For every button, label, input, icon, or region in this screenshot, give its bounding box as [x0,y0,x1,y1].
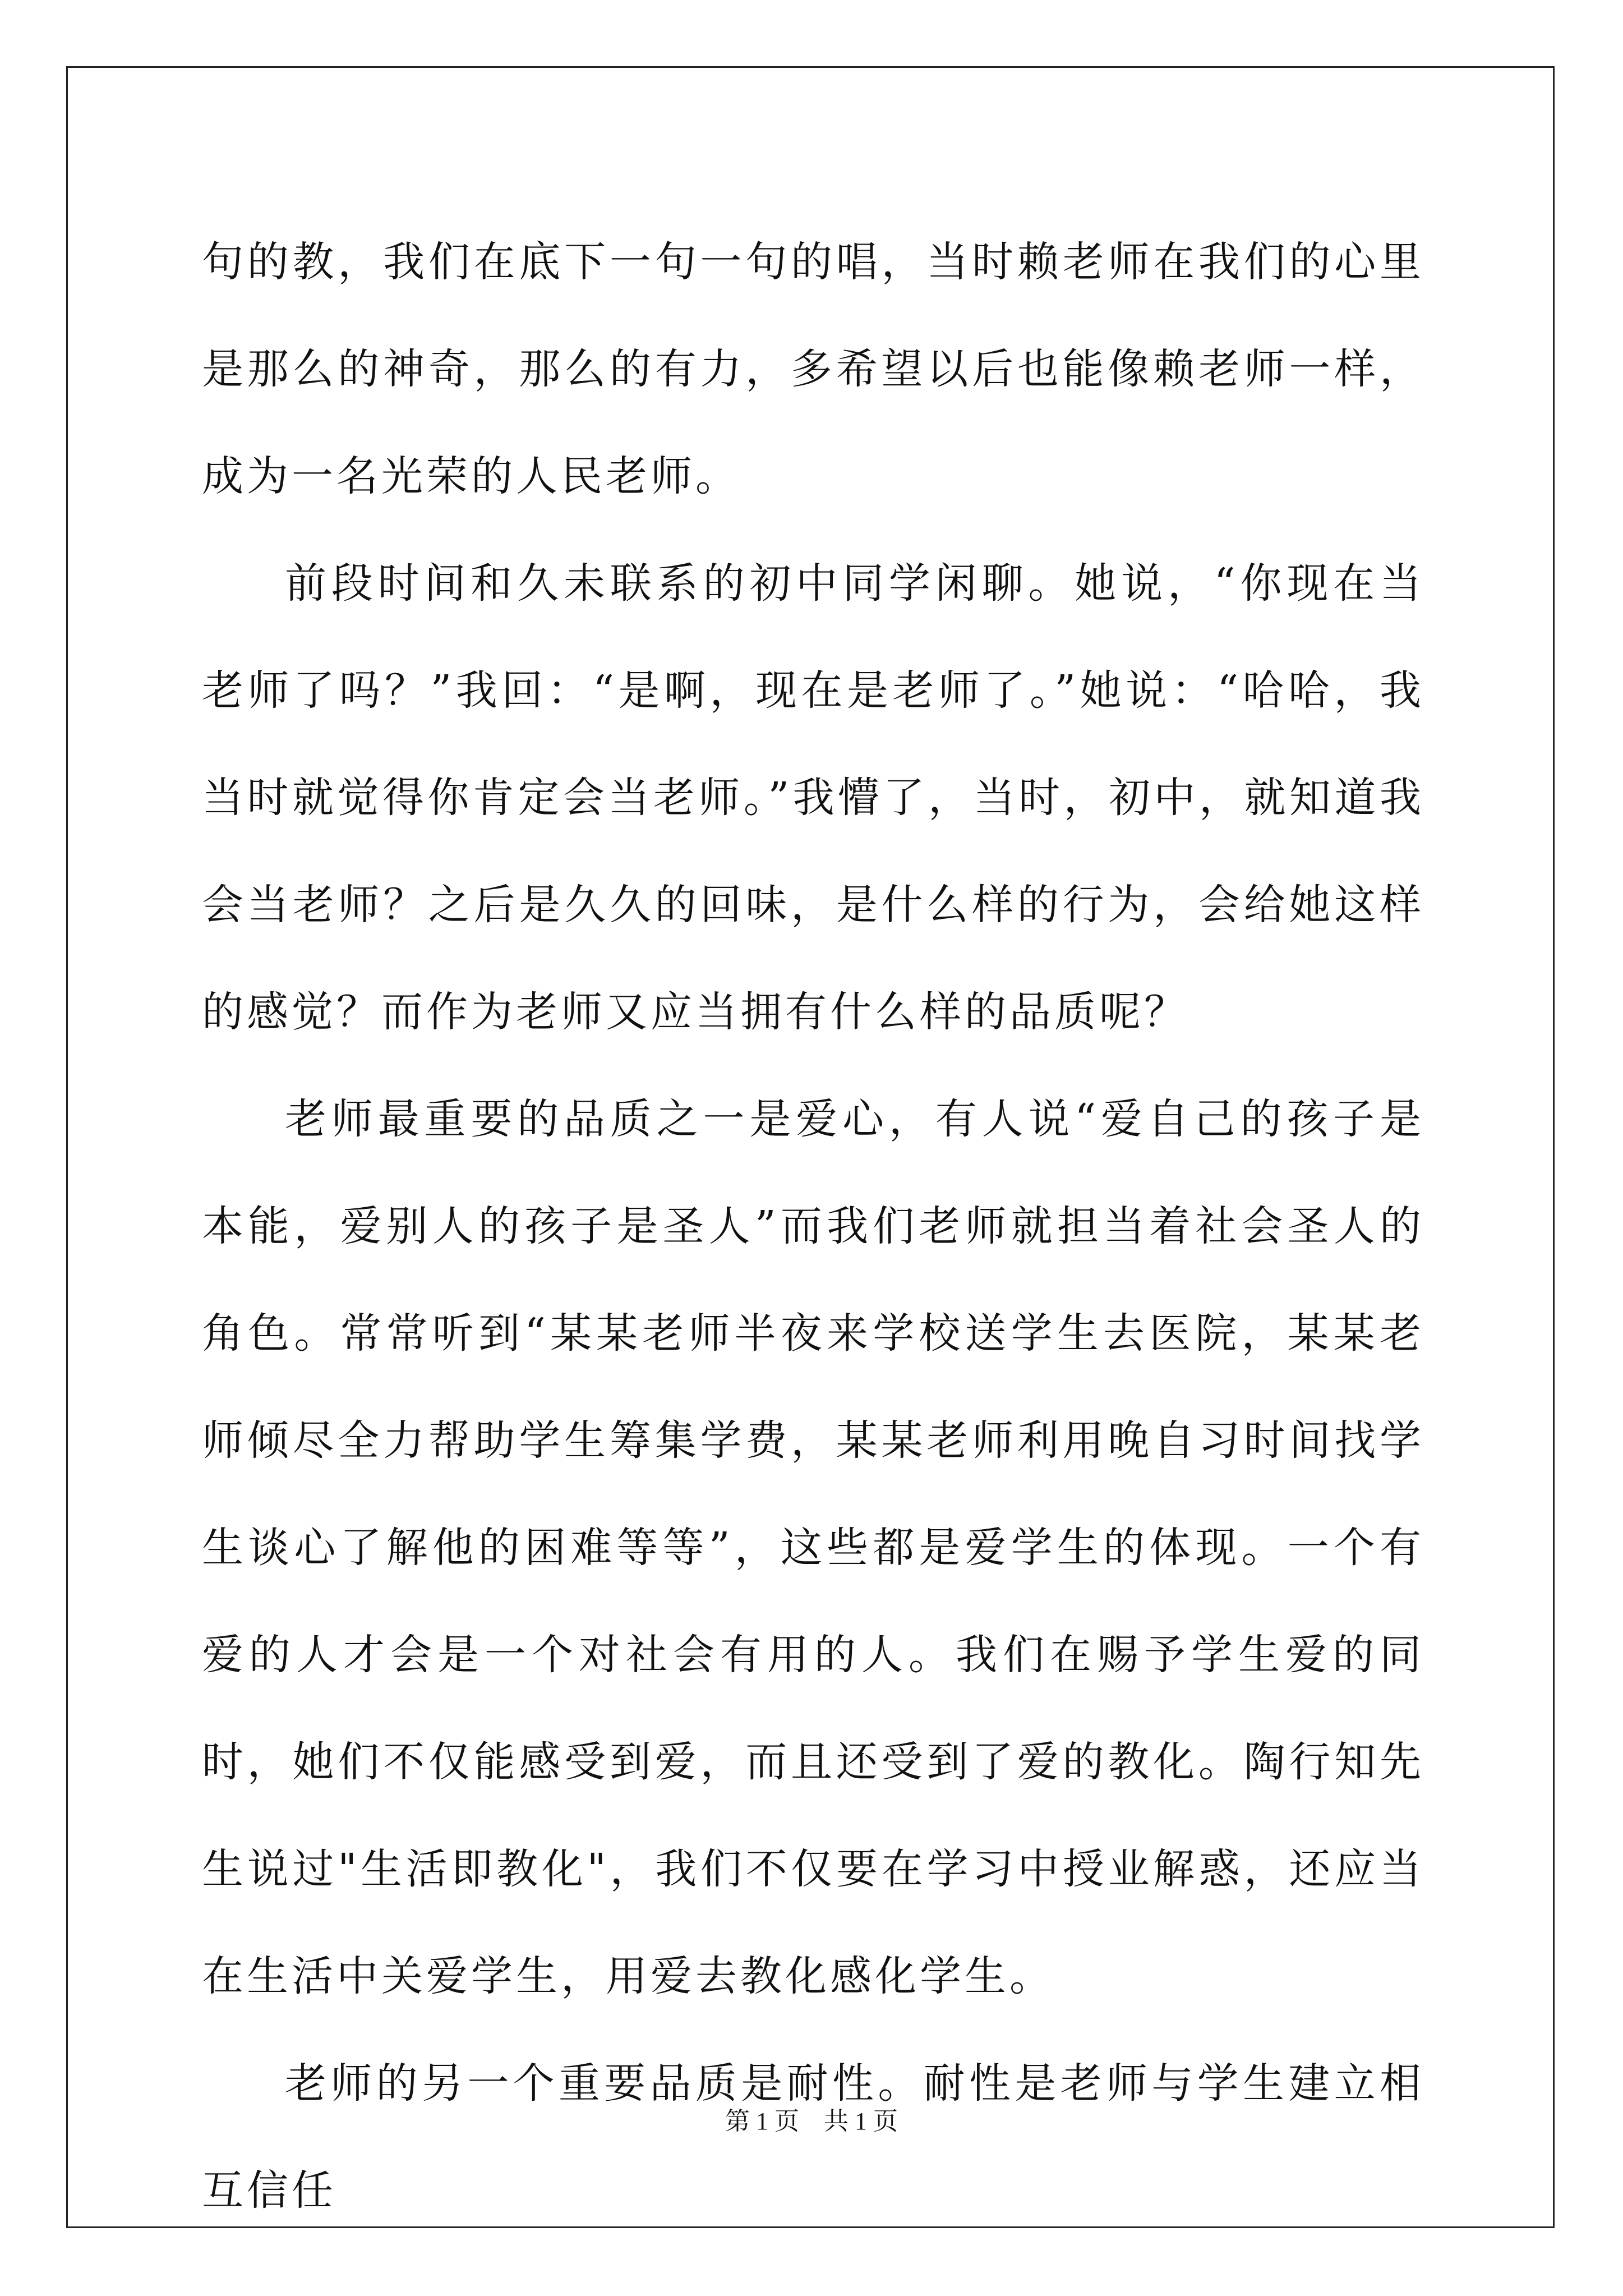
page-number-footer: 第 1 页 共 1 页 [725,2108,898,2135]
paragraph-4: 老师的另一个重要品质是耐性。耐性是老师与学生建立相互信任 [202,2059,1424,2215]
paragraph-1: 句的教，我们在底下一句一句的唱，当时赖老师在我们的心里是那么的神奇，那么的有力，多希望以后也能像赖老师一样，成为一名光荣的人民老师。 [202,238,1424,500]
document-body [202,209,1424,2244]
paragraph-2: 前段时间和久未联系的初中同学闲聊。她说，“你现在当老师了吗？”我回：“是啊，现在是老师了。”她说：“哈哈，我当时就觉得你肯定会当老师。”我懵了，当时，初中，就知道我会当老师？之后是久久的回味，是什么样的行为，会给她这样的感觉？而作为老师又应当拥有什么样的品质呢？ [202,559,1424,1036]
paragraph-3: 老师最重要的品质之一是爱心，有人说“爱自己的孩子是本能，爱别人的孩子是圣人”而我们老师就担当着社会圣人的角色。常常听到“某某老师半夜来学校送学生去医院，某某老师倾尽全力帮助学生筹集学费，某某老师利用晚自习时间找学生谈心了解他的困难等等”，这些都是爱学生的体现。一个有爱的人才会是一个对社会有用的人。我们在赐予学生爱的同时，她们不仅能感受到爱，而且还受到了爱的教化。陶行知先生说过"生活即教化"，我们不仅要在学习中授业解惑，还应当在生活中关爱学生，用爱去教化感化学生。 [202,1095,1424,2000]
